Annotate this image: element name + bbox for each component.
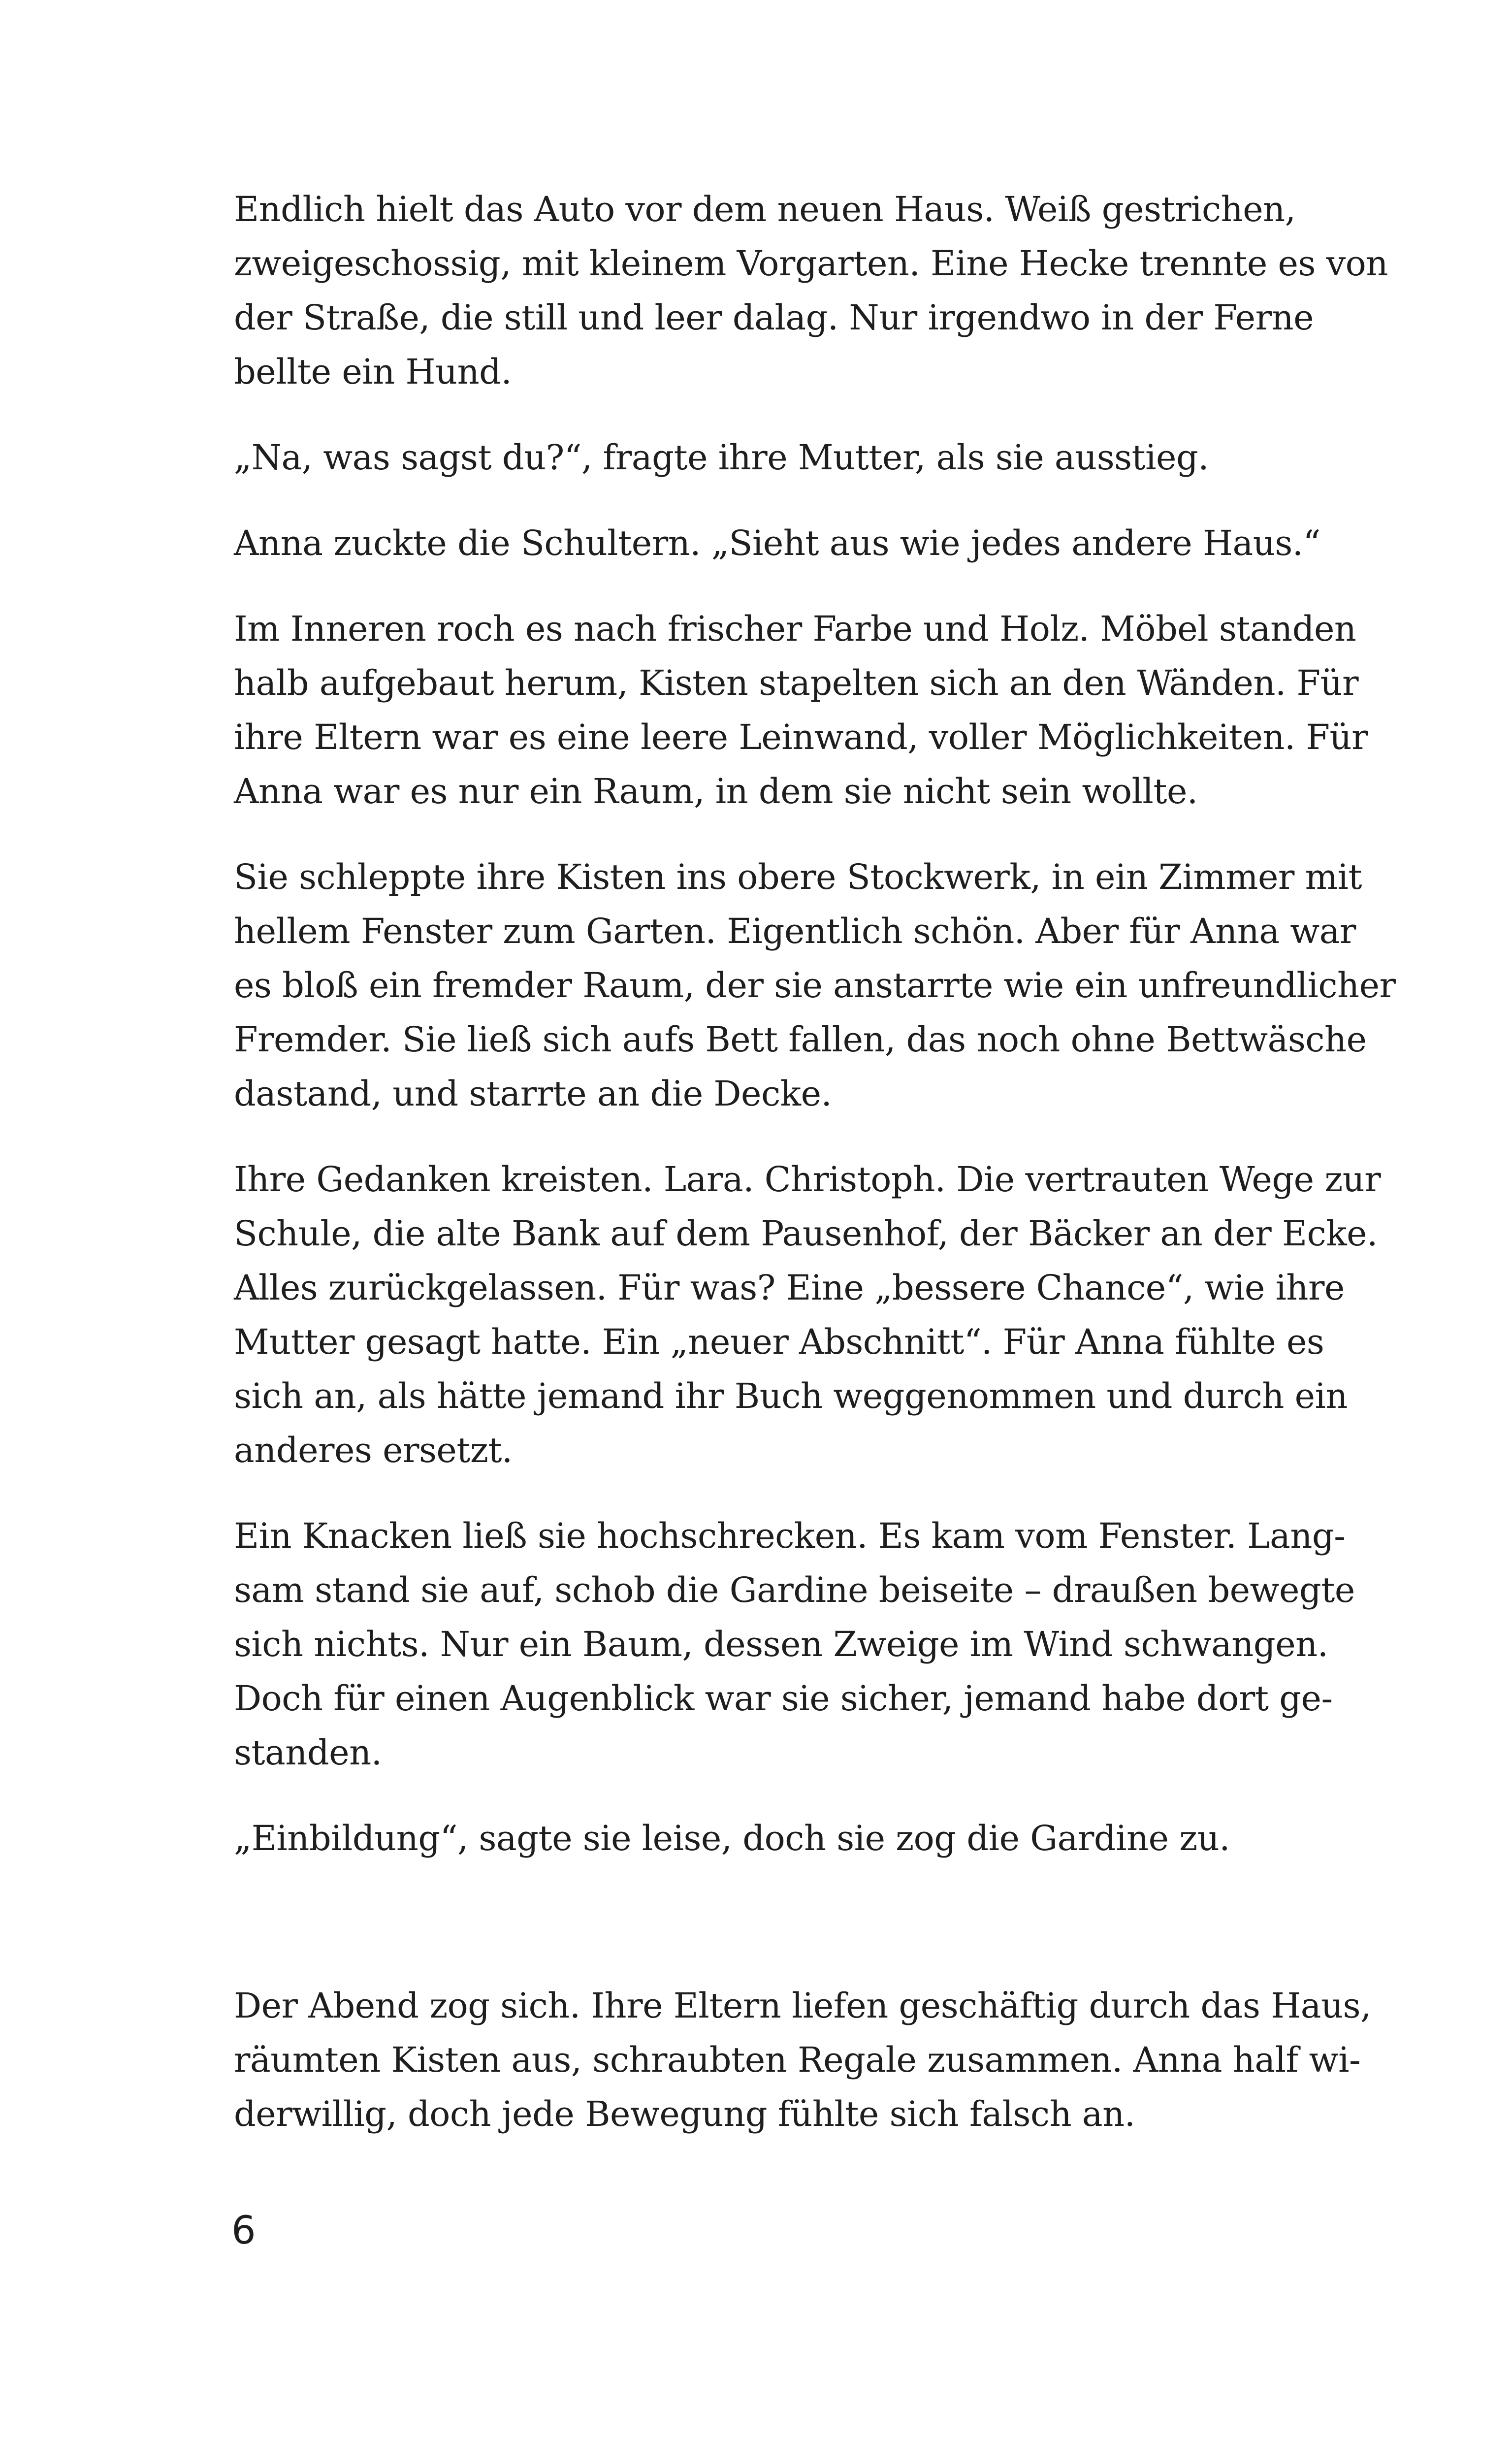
text-line: sam stand sie auf, schob die Gardine beiseite – draußen bewegte	[234, 1570, 1355, 1610]
text-line: Sie schleppte ihre Kisten ins obere Stockwerk, in ein Zimmer mit	[234, 857, 1362, 897]
paragraph	[234, 182, 1388, 399]
text-line: ihre Eltern war es eine leere Leinwand, voller Möglichkeiten. Für	[234, 717, 1368, 757]
text-line: Doch für einen Augenblick war sie sicher, jemand habe dort ge-	[234, 1678, 1333, 1719]
text-line: „Einbildung“, sagte sie leise, doch sie zog die Gardine zu.	[234, 1818, 1230, 1858]
text-line: Ihre Gedanken kreisten. Lara. Christoph. Die vertrauten Wege zur	[234, 1159, 1381, 1200]
paragraph	[234, 430, 1347, 485]
text-line: bellte ein Hund.	[234, 352, 512, 392]
text-line: Alles zurückgelassen. Für was? Eine „bessere Chance“, wie ihre	[234, 1268, 1345, 1308]
text-line: halb aufgebaut herum, Kisten stapelten sich an den Wänden. Für	[234, 663, 1359, 703]
text-line: Schule, die alte Bank auf dem Pausenhof, der Bäcker an der Ecke.	[234, 1213, 1378, 1254]
text-line: Mutter gesagt hatte. Ein „neuer Abschnitt“. Für Anna fühlte es	[234, 1322, 1324, 1362]
text-line: der Straße, die still und leer dalag. Nur irgendwo in der Ferne	[234, 297, 1314, 338]
text-line: sich an, als hätte jemand ihr Buch weggenommen und durch ein	[234, 1376, 1348, 1416]
paragraph	[234, 602, 1368, 818]
text-line: anderes ersetzt.	[234, 1430, 513, 1470]
text-line: räumten Kisten aus, schraubten Regale zusammen. Anna half wi-	[234, 2040, 1361, 2080]
text-line: Anna zuckte die Schultern. „Sieht aus wie jedes andere Haus.“	[234, 523, 1320, 563]
paragraph	[234, 1509, 1355, 1780]
text-line: es bloß ein fremder Raum, der sie anstarrte wie ein unfreundlicher	[234, 965, 1396, 1006]
text-line: zweigeschossig, mit kleinem Vorgarten. Eine Hecke trennte es von	[234, 243, 1388, 284]
text-line: Ein Knacken ließ sie hochschrecken. Es kam vom Fenster. Lang-	[234, 1516, 1346, 1556]
text-line: derwillig, doch jede Bewegung fühlte sich falsch an.	[234, 2094, 1135, 2134]
paragraph	[234, 850, 1396, 1121]
text-line: Im Inneren roch es nach frischer Farbe und Holz. Möbel standen	[234, 609, 1356, 649]
body-text	[234, 182, 1396, 2173]
text-line: sich nichts. Nur ein Baum, dessen Zweige im Wind schwangen.	[234, 1624, 1328, 1664]
text-line: Der Abend zog sich. Ihre Eltern liefen geschäftig durch das Haus,	[234, 1986, 1371, 2026]
text-line: Anna war es nur ein Raum, in dem sie nicht sein wollte.	[234, 771, 1198, 812]
text-line: Fremder. Sie ließ sich aufs Bett fallen, das noch ohne Bettwäsche	[234, 1019, 1367, 1060]
text-line: dastand, und starrte an die Decke.	[234, 1074, 832, 1114]
text-line: hellem Fenster zum Garten. Eigentlich schön. Aber für Anna war	[234, 911, 1356, 951]
text-line: standen.	[234, 1732, 382, 1773]
paragraph	[234, 1979, 1371, 2141]
page-number: 6	[231, 2209, 256, 2253]
paragraph	[234, 1811, 1347, 1865]
text-line: Endlich hielt das Auto vor dem neuen Haus. Weiß gestrichen,	[234, 189, 1296, 229]
paragraph	[234, 1152, 1381, 1477]
paragraph	[234, 516, 1347, 570]
text-line: „Na, was sagst du?“, fragte ihre Mutter, als sie ausstieg.	[234, 437, 1209, 478]
